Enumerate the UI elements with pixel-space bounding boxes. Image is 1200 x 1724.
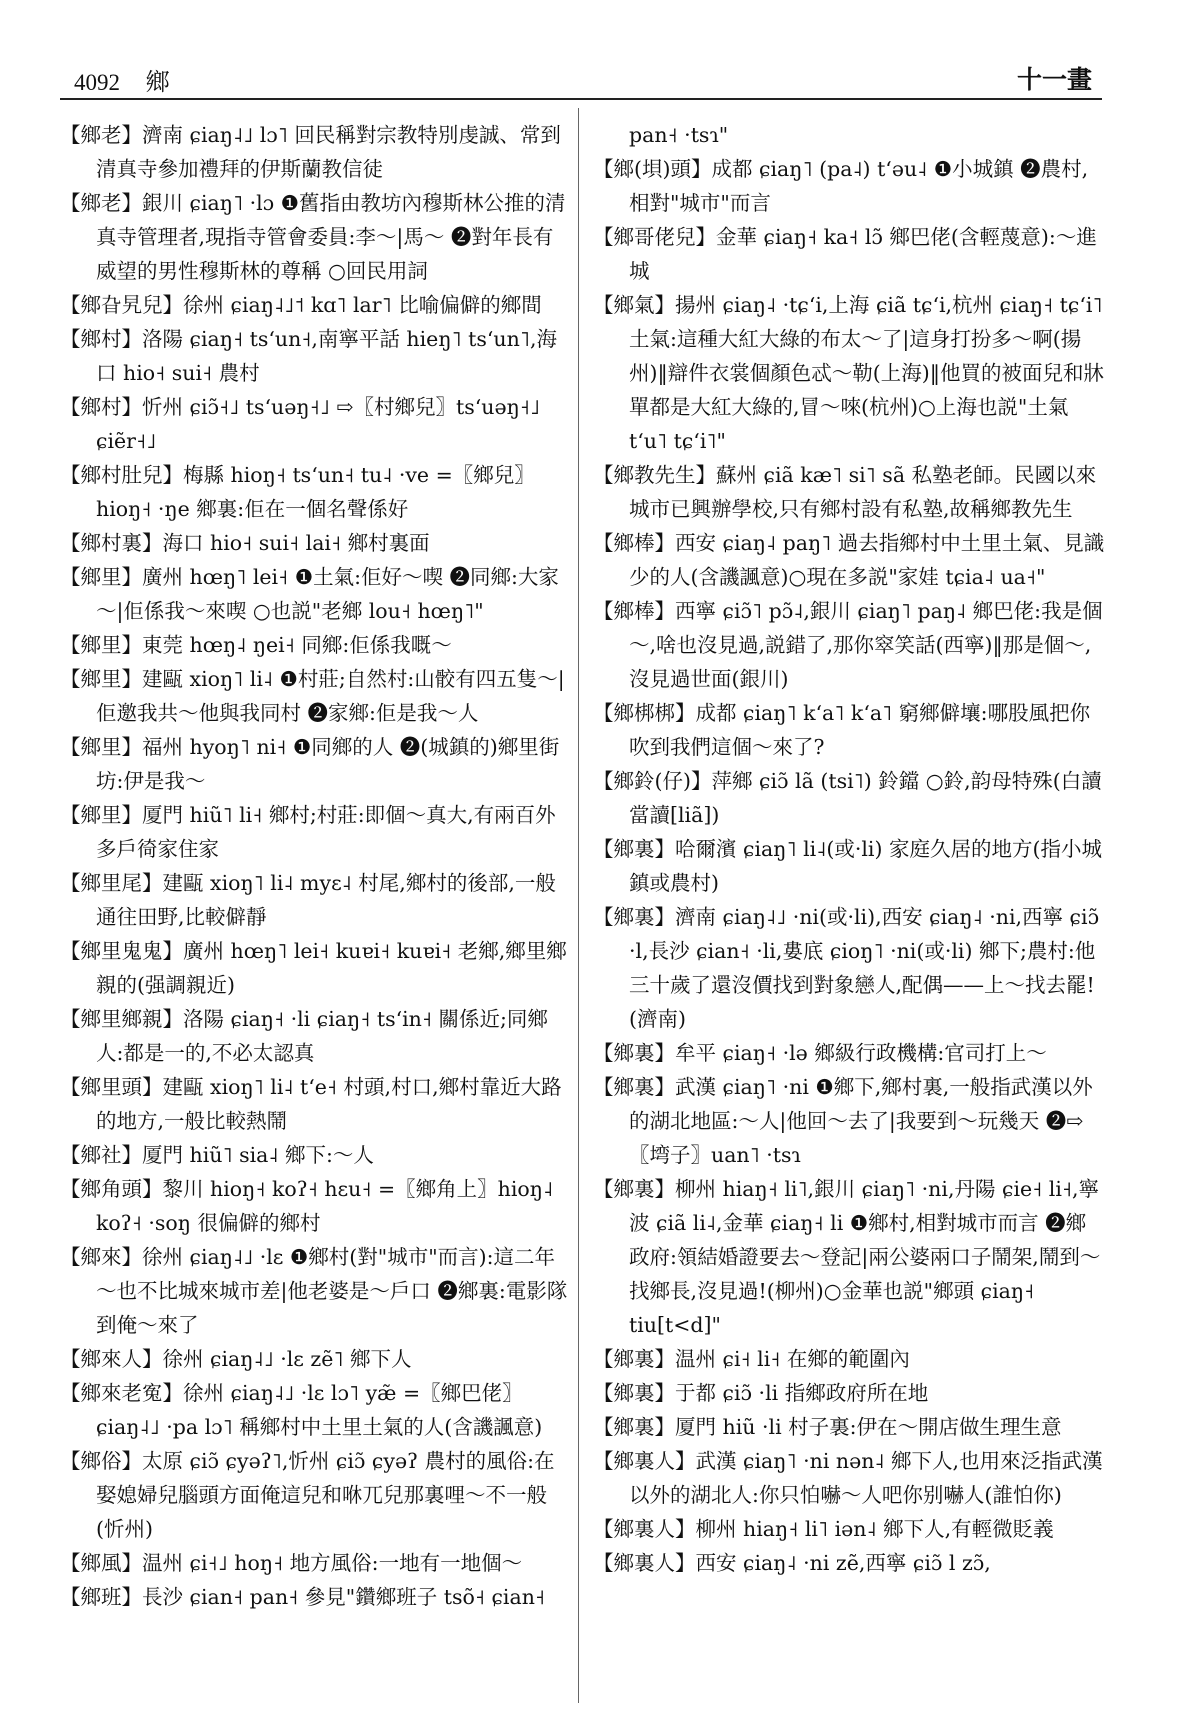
dictionary-entry: 【鄉俗】太原 ɕiɔ̃ ɕyəʔ˥,忻州 ɕiɔ̃ ɕyəʔ 農村的風俗:在娶媳婦兒腦頭方面俺這兒和咻兀兒那裏哩～不一般(忻州) <box>60 1449 555 1541</box>
dictionary-entry: 【鄉裏】于都 ɕiɔ̃ ·li 指鄉政府所在地 <box>593 1381 929 1405</box>
dictionary-entry: 【鄉棒】西寧 ɕiɔ̃˥ pɔ̃˨,銀川 ɕiaŋ˥ paŋ˨ 鄉巴佬:我是個～,啥也沒見過,説錯了,那你窣笑話(西寧)‖那是個～,沒見過世面(銀川) <box>593 599 1103 691</box>
dictionary-entry: 【鄉裏人】柳州 hiaŋ˧ li˥ iən˨ 鄉下人,有輕微貶義 <box>593 1517 1054 1541</box>
dictionary-entry: 【鄉里尾】建甌 xioŋ˥ li˨ myɛ˨ 村尾,鄉村的後部,一般通往田野,比較僻靜 <box>60 871 556 929</box>
dictionary-entry: 【鄉裏】武漢 ɕiaŋ˥ ·ni ❶鄉下,鄉村裏,一般指武漢以外的湖北地區:～人|他回～去了|我要到～玩幾天 ❷⇨〖塆子〗uan˥ ·tsɿ <box>593 1075 1093 1167</box>
dictionary-entry: 【鄉老】銀川 ɕiaŋ˥ ·lɔ ❶舊指由教坊內穆斯林公推的清真寺管理者,現指寺管會委員:李～|馬～ ❷對年長有威望的男性穆斯林的尊稱 ○回民用詞 <box>60 191 566 283</box>
dictionary-entry: 【鄉裏】濟南 ɕiaŋ˨˩ ·ni(或·li),西安 ɕiaŋ˨ ·ni,西寧 ɕiɔ̃ ·l,長沙 ɕian˧ ·li,婁底 ɕioŋ˥ ·ni(或·li) 鄉下;農村:他三十歲了還沒價找到對象戀人,配偶——上～找去罷!(濟南) <box>593 905 1100 1031</box>
dictionary-entry: 【鄉裏】厦門 hiũ ·li 村子裏:伊在～開店做生理生意 <box>593 1415 1062 1439</box>
right-column <box>593 118 1105 1698</box>
dictionary-entry: 【鄉班】長沙 ɕian˧ pan˧ 參見"鑽鄉班子 tsõ˧ ɕian˧ <box>60 1585 546 1609</box>
dictionary-entry: 【鄉角頭】黎川 hioŋ˧ koʔ˧ hɛu˧ =〖鄉角上〗hioŋ˨ koʔ˧ ·soŋ 很偏僻的鄉村 <box>60 1177 554 1235</box>
dictionary-entry: 【鄉村】洛陽 ɕiaŋ˧ tsʻun˧,南寧平話 hieŋ˥ tsʻun˥,海口 hio˧ sui˧ 農村 <box>60 327 557 385</box>
dictionary-entry: 【鄉里】厦門 hiũ˥ li˧ 鄉村;村莊:即個～真大,有兩百外多戶徛家住家 <box>60 803 556 861</box>
left-column <box>60 118 570 1698</box>
dictionary-entry: 【鄉里】建甌 xioŋ˥ li˨ ❶村莊;自然村:山骹有四五隻～|佢邀我共～他與我同村 ❷家鄉:佢是我～人 <box>60 667 565 725</box>
section-title: 十一畫 <box>1016 65 1092 94</box>
dictionary-entry: 【鄉來老寃】徐州 ɕiaŋ˨˩ ·lɛ lɔ˥ yæ̃ =〖鄉巴佬〗ɕiaŋ˨˩ ·pa lɔ˥ 稱鄉村中土里土氣的人(含譏諷意) <box>60 1381 543 1439</box>
dictionary-entry: 【鄉裏】温州 ɕi˧ li˧ 在鄉的範圍內 <box>593 1347 910 1371</box>
dictionary-entry: 【鄉里頭】建甌 xioŋ˥ li˨ tʻe˧ 村頭,村口,鄉村靠近大路的地方,一般比較熱鬧 <box>60 1075 562 1133</box>
dictionary-entry: 【鄉氣】揚州 ɕiaŋ˨ ·tɕʻi,上海 ɕiã tɕʻi,杭州 ɕiaŋ˧ tɕʻi˥ 土氣:這種大紅大綠的布太～了|這身打扮多～啊(揚州)‖辯件衣裳個顏色忒～勒(上海)‖他買的被面兒和牀單都是大紅大綠的,冒～唻(杭州)○上海也説"土氣 tʻu˥ tɕʻi˥" <box>593 293 1104 453</box>
page-header <box>60 58 1102 100</box>
dictionary-entry: 【鄉老】濟南 ɕiaŋ˨˩ lɔ˥ 回民稱對宗教特別虔誠、常到清真寺參加禮拜的伊斯蘭教信徒 <box>60 123 561 181</box>
header-character: 鄉 <box>145 68 170 96</box>
dictionary-entry: 【鄉(垻)頭】成都 ɕiaŋ˥ (pa˨) tʻəu˨ ❶小城鎮 ❷農村,相對"城市"而言 <box>593 157 1089 215</box>
column-divider <box>578 108 579 1703</box>
dictionary-entry: 【鄉來人】徐州 ɕiaŋ˨˩ ·lɛ zẽ˥ 鄉下人 <box>60 1347 412 1371</box>
dictionary-entry: 【鄉村肚兒】梅縣 hioŋ˧ tsʻun˧ tu˨ ·ve =〖鄉兒〗hioŋ˧ ·ŋe 鄉裏:佢在一個名聲係好 <box>60 463 535 521</box>
dictionary-entry: 【鄉教先生】蘇州 ɕiã kæ˥ si˥ sã 私塾老師。民國以來城市已興辦學校,只有鄉村設有私塾,故稱鄉教先生 <box>593 463 1097 521</box>
dictionary-entry: 【鄉裏人】西安 ɕiaŋ˨ ·ni zẽ,西寧 ɕiɔ̃ l zɔ̃, <box>593 1551 991 1575</box>
dictionary-entry: 【鄉社】厦門 hiũ˥ sia˨ 鄉下:～人 <box>60 1143 374 1167</box>
dictionary-entry: 【鄉裏】哈爾濱 ɕiaŋ˥ li˨(或·li) 家庭久居的地方(指小城鎮或農村) <box>593 837 1102 895</box>
dictionary-entry: 【鄉裏】柳州 hiaŋ˧ li˥,銀川 ɕiaŋ˥ ·ni,丹陽 ɕie˧ li˧,寧波 ɕiã li˨,金華 ɕiaŋ˧ li ❶鄉村,相對城市而言 ❷鄉政府:領結婚證要去～登記|兩公婆兩口子鬧架,鬧到～找鄉長,沒見過!(柳州)○金華也説"鄉頭 ɕiaŋ˧ tiu[t<d]" <box>593 1177 1101 1337</box>
header-left <box>74 62 170 97</box>
dictionary-entry: 【鄉裏人】武漢 ɕiaŋ˥ ·ni nən˨ 鄉下人,也用來泛指武漢以外的湖北人:你只怕嚇～人吧你别嚇人(誰怕你) <box>593 1449 1103 1507</box>
dictionary-entry: 【鄉里】廣州 hœŋ˥ lei˧ ❶土氣:佢好～喫 ❷同鄉:大家～|佢係我～來喫 ○也説"老鄉 lou˧ hœŋ˥" <box>60 565 559 623</box>
page-number: 4092 <box>74 70 120 95</box>
dictionary-entry: 【鄉鈴(仔)】萍鄉 ɕiɔ̃ lã (tsi˥) 鈴鐺 ○鈴,韵母特殊(白讀當讀[liã]) <box>593 769 1102 827</box>
dictionary-entry: 【鄉棒】西安 ɕiaŋ˨ paŋ˥ 過去指鄉村中土里土氣、見識少的人(含譏諷意)○現在多説"家娃 tɕia˨ ua˧" <box>593 531 1105 589</box>
dictionary-entry: 【鄉里】福州 hyoŋ˥ ni˧ ❶同鄉的人 ❷(城鎮的)鄉里街坊:伊是我～ <box>60 735 560 793</box>
dictionary-entry: 【鄉來】徐州 ɕiaŋ˨˩ ·lɛ ❶鄉村(對"城市"而言):這二年～也不比城來城市差|他老婆是～戶口 ❷鄉裏:電影隊到俺～來了 <box>60 1245 568 1337</box>
dictionary-entry: 【鄉里】東莞 hœŋ˨ ŋei˧ 同鄉:佢係我嘅～ <box>60 633 452 657</box>
dictionary-entry: 【鄉里鄉親】洛陽 ɕiaŋ˧ ·li ɕiaŋ˧ tsʻin˧ 關係近;同鄉人:都是一的,不必太認真 <box>60 1007 548 1065</box>
continuation-text: pan˧ ·tsɿ" <box>629 123 729 147</box>
dictionary-entry: 【鄉梆梆】成都 ɕiaŋ˥ kʻa˥ kʻa˥ 窮鄉僻壤:哪股風把你吹到我們這個～來了? <box>593 701 1091 759</box>
dictionary-entry: 【鄉風】温州 ɕi˧˩ hoŋ˧ 地方風俗:一地有一地個～ <box>60 1551 523 1575</box>
dictionary-entry: 【鄉裏】牟平 ɕiaŋ˧ ·lə 鄉級行政機構:官司打上～ <box>593 1041 1047 1065</box>
dictionary-entry: 【鄉里鬼鬼】廣州 hœŋ˥ lei˧ kuɐi˧ kuɐi˧ 老鄉,鄉里鄉親的(强調親近) <box>60 939 567 997</box>
dictionary-entry: 【鄉村】忻州 ɕiɔ̃˧˩ tsʻuəŋ˧˩ ⇨〖村鄉兒〗tsʻuəŋ˧˩ ɕiẽr˧˩ <box>60 395 541 453</box>
dictionary-entry: 【鄉村裏】海口 hio˧ sui˧ lai˧ 鄉村裏面 <box>60 531 430 555</box>
dictionary-entry: 【鄉哥佬兒】金華 ɕiaŋ˧ ka˧ lɔ̃ 鄉巴佬(含輕蔑意):～進城 <box>593 225 1097 283</box>
dictionary-entry: 【鄉旮旯兒】徐州 ɕiaŋ˨˩˦ kɑ˥ lar˥ 比喻偏僻的鄉間 <box>60 293 542 317</box>
